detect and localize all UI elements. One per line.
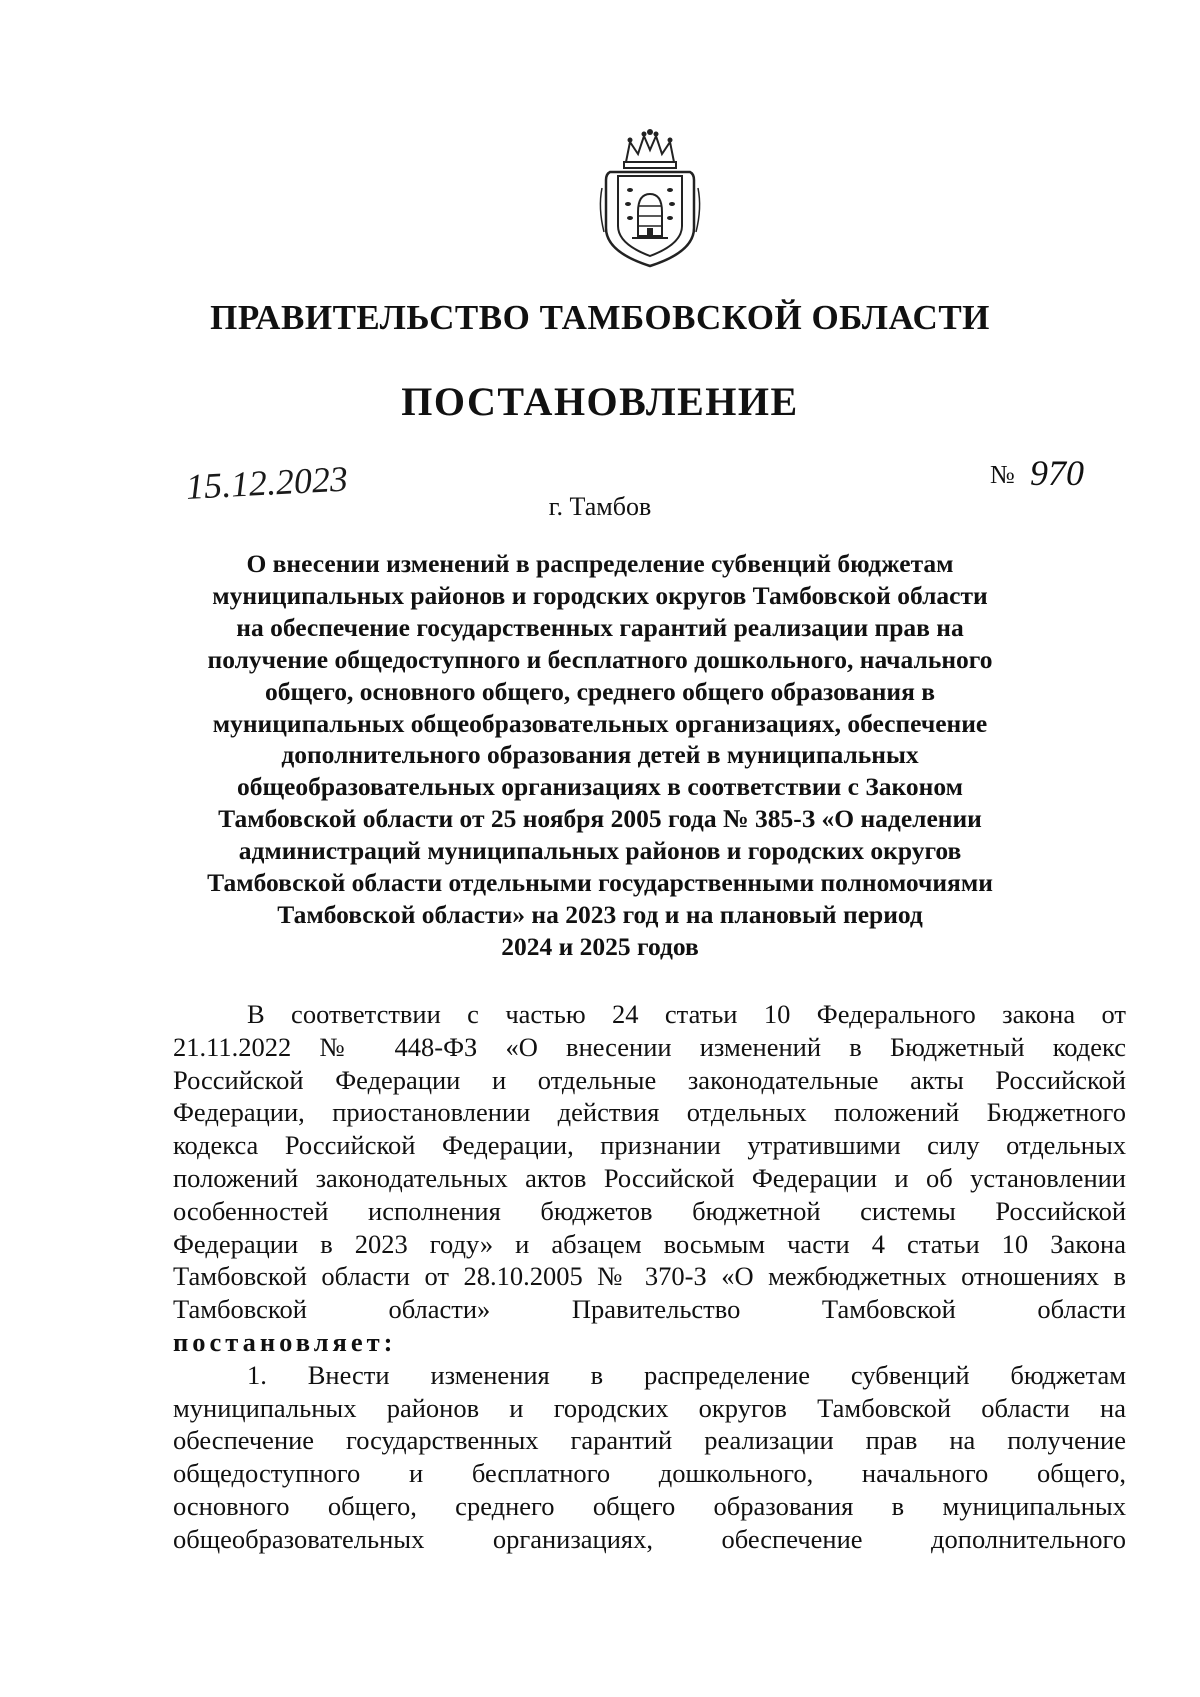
body-line: Тамбовской области от 28.10.2005 № 370-З «О межбюджетных отношениях в — [173, 1261, 1126, 1292]
title-line: администраций муниципальных районов и городских округов — [238, 836, 962, 866]
document-number-label: № — [990, 460, 1015, 489]
decree-word: постановляет: — [173, 1326, 397, 1357]
body-line: 21.11.2022 № 448-ФЗ «О внесении изменений в Бюджетный кодекс — [173, 1031, 1126, 1062]
title-line: Тамбовской области от 25 ноября 2005 года № 385-З «О наделении — [218, 804, 982, 834]
city: г. Тамбов — [548, 492, 652, 521]
title-line: на обеспечение государственных гарантий реализации прав на — [236, 612, 964, 642]
title-line: 2024 и 2025 годов — [501, 931, 699, 961]
title-line: общего, основного общего, среднего общего образования в — [264, 676, 936, 706]
item-line: муниципальных районов и городских округов Тамбовской области на — [173, 1392, 1126, 1423]
title-line: общеобразовательных организациях в соответствии с Законом — [237, 772, 963, 802]
body-line: В соответствии с частью 24 статьи 10 Федерального закона от — [247, 999, 1126, 1029]
body-line: положений законодательных актов Российской Федерации и об установлении — [173, 1162, 1126, 1193]
document-date: 15.12.2023 — [184, 458, 349, 507]
item-line: основного общего, среднего общего образования в муниципальных — [173, 1490, 1126, 1521]
body-line: Российской Федерации и отдельные законодательные акты Российской — [173, 1064, 1126, 1095]
document-number: 970 — [1030, 453, 1084, 493]
document-body — [173, 998, 1126, 1556]
item-line: общедоступного и бесплатного дошкольного, начального общего, — [173, 1458, 1126, 1489]
document-title — [170, 548, 1030, 963]
item-line: обеспечение государственных гарантий реализации прав на получение — [173, 1425, 1126, 1456]
title-line: получение общедоступного и бесплатного дошкольного, начального — [207, 644, 993, 674]
body-line: особенностей исполнения бюджетов бюджетной системы Российской — [173, 1195, 1126, 1226]
government-name: ПРАВИТЕЛЬСТВО ТАМБОВСКОЙ ОБЛАСТИ — [210, 298, 990, 337]
body-line: Федерации, приостановлении действия отдельных положений Бюджетного — [173, 1097, 1126, 1128]
document-type: ПОСТАНОВЛЕНИЕ — [401, 379, 799, 424]
body-line: Федерации в 2023 году» и абзацем восьмым части 4 статьи 10 Закона — [173, 1228, 1126, 1259]
title-line: Тамбовской области отдельными государственными полномочиями — [207, 868, 993, 898]
item-line: 1. Внести изменения в распределение субвенций бюджетам — [247, 1359, 1126, 1390]
title-line: О внесении изменений в распределение субвенций бюджетам — [246, 549, 954, 578]
title-line: Тамбовской области» на 2023 год и на плановый период — [277, 899, 923, 929]
title-line: муниципальных районов и городских округов Тамбовской области — [212, 580, 988, 610]
title-line: дополнительного образования детей в муниципальных — [281, 740, 919, 770]
item-line: общеобразовательных организациях, обеспечение дополнительного — [173, 1523, 1126, 1554]
title-line: муниципальных общеобразовательных организациях, обеспечение — [212, 708, 988, 738]
coat-of-arms-icon — [596, 128, 704, 270]
body-line: кодекса Российской Федерации, признании утратившими силу отдельных — [173, 1130, 1126, 1161]
body-line: Тамбовской области» Правительство Тамбовской области — [173, 1294, 1126, 1325]
decree-word-line — [173, 1326, 1126, 1359]
